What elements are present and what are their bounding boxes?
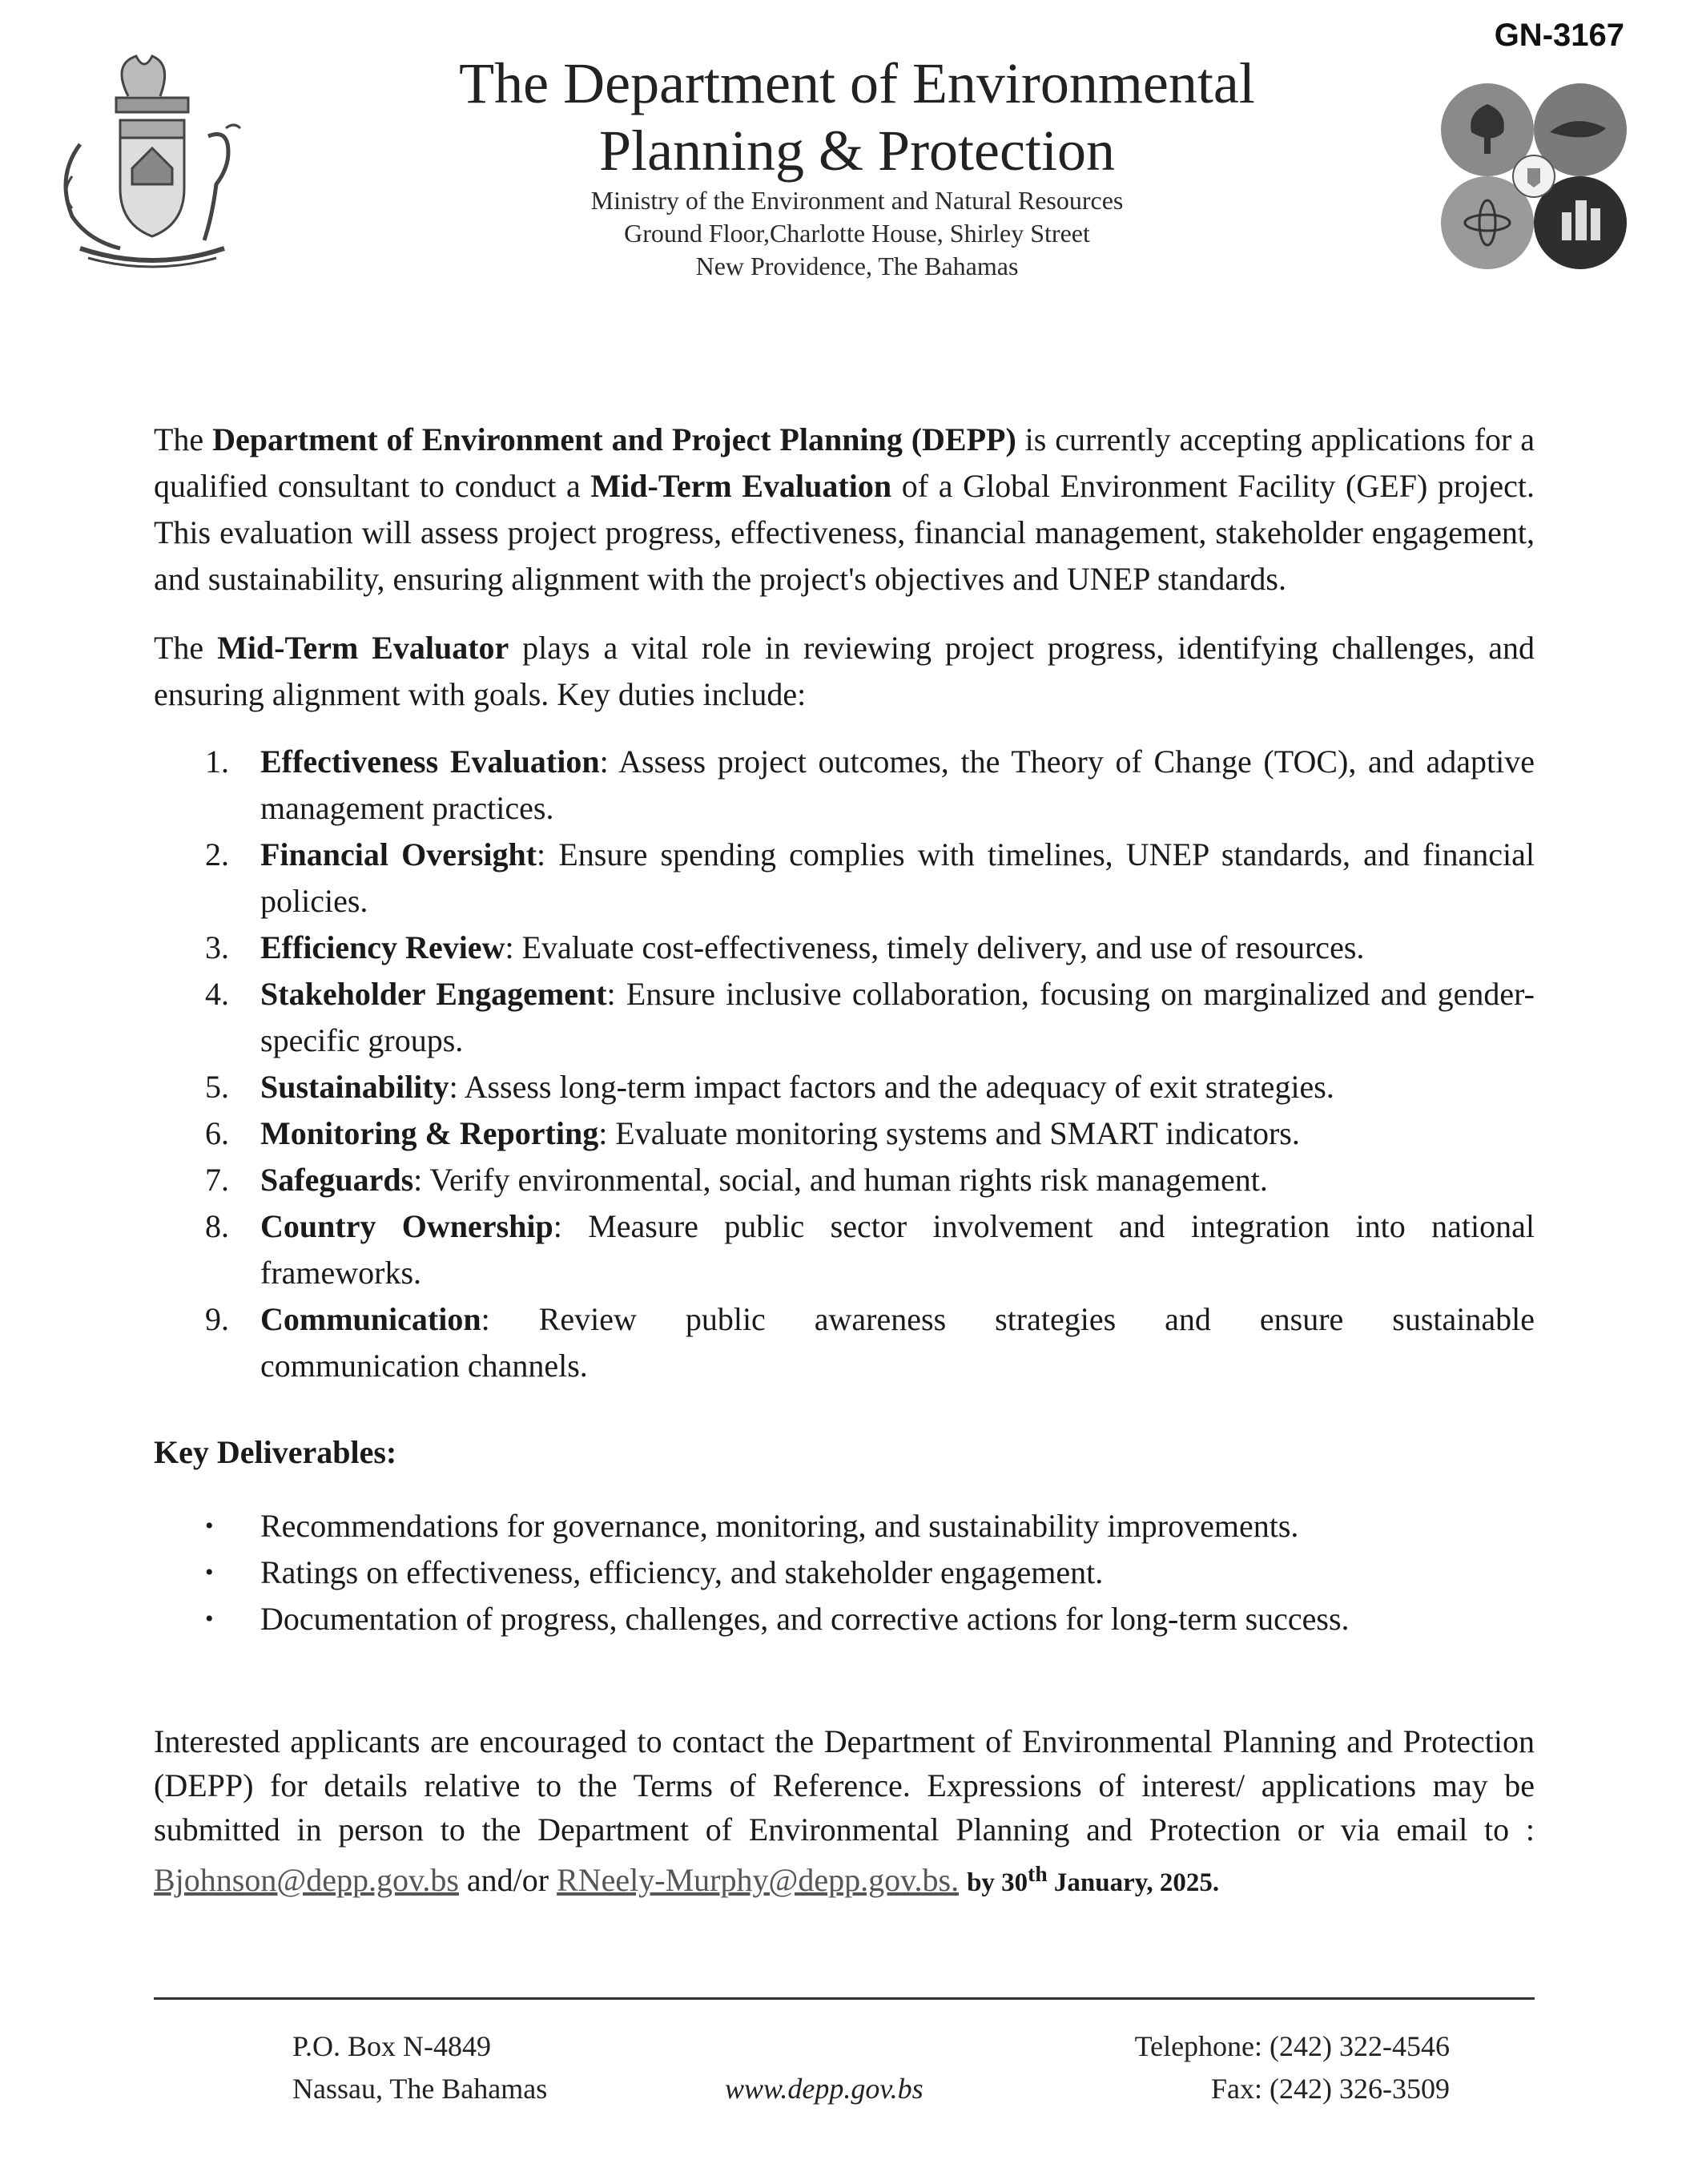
po-box: P.O. Box N-4849 — [292, 2030, 492, 2062]
letterhead — [304, 50, 1410, 283]
duty-title: Financial Oversight — [260, 836, 537, 872]
deadline — [967, 1861, 1220, 1897]
intro-text: is currently accepting applications for a qualified consultant to conduct a — [154, 421, 1535, 504]
list-item — [154, 1296, 1535, 1343]
notice-body — [154, 417, 1535, 1905]
list-item — [154, 1596, 1535, 1642]
duty-title: Effectiveness Evaluation — [260, 743, 600, 780]
list-item — [154, 1064, 1535, 1110]
list-item — [154, 1503, 1535, 1549]
role-text: plays a vital role in reviewing project progress, identifying challenges, and ensuring alignment with goals. Key duties include: — [154, 630, 1535, 712]
list-item — [154, 1110, 1535, 1157]
contact-paragraph — [154, 1719, 1535, 1905]
email-link-rneely-murphy[interactable]: RNeely-Murphy@depp.gov.bs. — [557, 1862, 960, 1898]
list-number: 6. — [205, 1115, 229, 1151]
role-title: Mid-Term Evaluator — [217, 630, 509, 666]
list-number: 4. — [205, 976, 229, 1012]
duties-list — [154, 739, 1535, 1389]
duty-text: : Review public awareness strategies and ensure sustainable — [481, 1301, 1535, 1337]
list-number: 5. — [205, 1069, 229, 1105]
duty-text: : Measure public sector involvement and integration into national frameworks. — [260, 1208, 1535, 1291]
list-item — [154, 739, 1535, 832]
bullet-icon: • — [205, 1513, 214, 1539]
duty-title: Monitoring & Reporting — [260, 1115, 599, 1151]
coat-of-arms-icon — [48, 48, 252, 276]
deadline-suffix: th — [1028, 1861, 1048, 1886]
duty-title: Communication — [260, 1301, 481, 1337]
address-line1: Ground Floor,Charlotte House, Shirley Street — [624, 219, 1090, 248]
duty-title: Stakeholder Engagement — [260, 976, 607, 1012]
intro-department-name: Department of Environment and Project Planning (DEPP) — [212, 421, 1016, 457]
list-number: 7. — [205, 1162, 229, 1198]
intro-text: The — [154, 421, 213, 457]
intro-paragraph — [154, 417, 1535, 602]
duty-text: : Assess long-term impact factors and the adequacy of exit strategies. — [449, 1069, 1334, 1105]
ministry-name: Ministry of the Environment and Natural Resources — [590, 186, 1124, 215]
list-item-continued — [154, 1343, 1535, 1389]
department-logo-icon — [1438, 80, 1630, 272]
bullet-icon: • — [205, 1606, 214, 1632]
department-title-line1: The Department of Environmental — [459, 51, 1255, 115]
notice-number: GN-3167 — [1494, 18, 1624, 53]
list-item — [154, 925, 1535, 971]
duty-text: : Verify environmental, social, and human rights risk management. — [413, 1162, 1268, 1198]
fax: Fax: (242) 326-3509 — [1211, 2073, 1450, 2105]
deliverables-list — [154, 1503, 1535, 1642]
address-line2: New Providence, The Bahamas — [695, 252, 1019, 280]
list-item — [154, 1549, 1535, 1596]
deliverable-text: Documentation of progress, challenges, and corrective actions for long-term success. — [260, 1601, 1350, 1637]
footer-website[interactable]: www.depp.gov.bs — [725, 2073, 923, 2105]
department-title-line2: Planning & Protection — [599, 119, 1115, 183]
duty-title: Sustainability — [260, 1069, 449, 1105]
list-item — [154, 1203, 1535, 1296]
duty-title: Safeguards — [260, 1162, 414, 1198]
contact-text: Interested applicants are encouraged to contact the Department of Environmental Planning and Protection (DEPP) for details relative to the Terms of Reference. Expressions of interest/ applications may be submitted in person to the Department of Environmental Planning and Protection or via email to : — [154, 1723, 1535, 1848]
list-item — [154, 832, 1535, 925]
intro-text: of a Global Environment Facility (GEF) project. This evaluation will assess project progress, effectiveness, financial management, stakeholder engagement, and sustainability, ensuring alignment with the project's objectives and UNEP standards. — [154, 468, 1535, 597]
list-number: 1. — [205, 743, 229, 780]
list-number: 3. — [205, 929, 229, 965]
role-text: The — [154, 630, 218, 666]
intro-evaluation-type: Mid-Term Evaluation — [590, 468, 892, 504]
duty-text: communication channels. — [260, 1348, 588, 1384]
city: Nassau, The Bahamas — [292, 2073, 548, 2105]
telephone: Telephone: (242) 322-4546 — [1134, 2030, 1450, 2062]
deliverable-text: Recommendations for governance, monitoring, and sustainability improvements. — [260, 1508, 1299, 1544]
duty-text: : Evaluate monitoring systems and SMART indicators. — [598, 1115, 1300, 1151]
deadline-date: January, 2025. — [1053, 1868, 1220, 1897]
duty-title: Country Ownership — [260, 1208, 553, 1244]
list-item — [154, 971, 1535, 1064]
footer-contact — [1135, 2025, 1450, 2110]
contact-text: and/or — [458, 1862, 557, 1898]
bullet-icon: • — [205, 1559, 214, 1586]
deliverables-heading: Key Deliverables: — [154, 1434, 397, 1470]
duty-text: : Ensure inclusive collaboration, focusing on marginalized and gender-specific groups. — [260, 976, 1535, 1058]
role-paragraph — [154, 625, 1535, 718]
list-item — [154, 1157, 1535, 1203]
list-number: 2. — [205, 836, 229, 872]
duty-text: : Assess project outcomes, the Theory of Change (TOC), and adaptive management practices. — [260, 743, 1535, 826]
list-number: 8. — [205, 1208, 229, 1244]
footer-address — [292, 2025, 547, 2110]
duty-title: Efficiency Review — [260, 929, 505, 965]
duty-text: : Evaluate cost-effectiveness, timely delivery, and use of resources. — [505, 929, 1365, 965]
list-number: 9. — [205, 1301, 229, 1337]
duty-text: : Ensure spending complies with timelines, UNEP standards, and financial policies. — [260, 836, 1535, 919]
email-link-bjohnson[interactable]: Bjohnson@depp.gov.bs — [154, 1862, 459, 1898]
deliverable-text: Ratings on effectiveness, efficiency, and stakeholder engagement. — [260, 1554, 1104, 1590]
deadline-text: by 30 — [967, 1868, 1028, 1897]
footer-divider — [154, 1997, 1535, 2000]
